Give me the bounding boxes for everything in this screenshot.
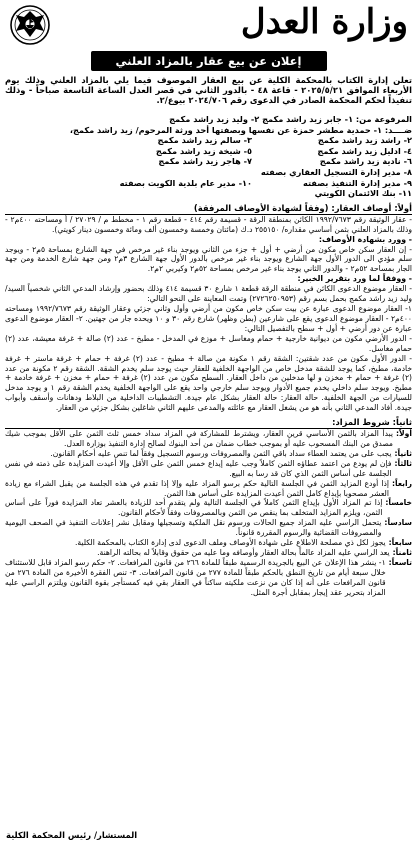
defendant-name: ٥- شيخة زيد راشد مكمج <box>155 145 252 156</box>
condition-text: يتحمل الراسي عليه المزاد جميع الحالات ورسوم نقل الملكية وتسجيلها ومقابل نشر إعلانات التنفيذ في الصحف اليومية والمصروفات القضائية والرسوم المقررة قانوناً. <box>5 518 382 538</box>
condition-item <box>5 449 412 459</box>
condition-item <box>5 498 412 518</box>
defendant-name: ٩- مدير إدارة التنفيذ بصفته <box>303 177 412 188</box>
property-paragraph: - الدور الأول مكون من عدد شقتين: الشقة رقم ١ مكونة من صالة + مطبخ - عدد (٢) غرفة + حمام + غرفة ماستر + غرفة خادمة، مطبخ، كما يوجد للشقة مدخل خاص من الواجهة الخلفية للعقار حيث يوجد سلم يخدم الشقة. الشقة رقم ٢ مكونة من عدد (٢) غرفة + حمام + مخزن و لها مدخلين من داخل العقار. السطح مكون من عدد (٢) غرفة + حمام + مخزن + غرفة خادمة + مطبخ. ويوجد سلم داخلي يخدم جميع الأدوار ويوجد سلم خارجي واحد يقع على الواجهة الخلفية يخدم الشقة رقم ١ و يوجد مدخل للسيارات من الجهة الخلفية. حالة العقار: حالة العقار بشكل عام جيدة. التشطيبات الداخلية من البلاط ودهانات وأسقف وأبواب جيدة. أفاد المدعي الثاني بأنه هو من يشغل العقار مع عائلته والمدعى عليهم الثاني شاغلين بشكل جزئي من العقار. <box>5 353 413 413</box>
condition-item <box>5 548 412 558</box>
section-heading-conditions: ثانياً: شروط المزاد: <box>5 417 412 429</box>
condition-number: ثانياً: <box>394 448 412 458</box>
defendants-row <box>5 156 412 167</box>
condition-item <box>5 538 412 548</box>
subheading: - وورد بشهادة الأوصاف: <box>318 234 412 244</box>
defendants-row <box>5 135 412 146</box>
conditions-list <box>5 429 412 597</box>
condition-number: سادساً: <box>384 518 412 528</box>
condition-number: رابعاً: <box>391 478 412 488</box>
condition-text: يعد الراسي عليه المزاد عالماً بحالة العقار وأوصافه وما عليه من حقوق وقابلاً له بحالته الراهنة. <box>97 547 390 557</box>
defendant-name: ٣- سالم زيد راشد مكمج <box>157 135 252 146</box>
condition-number: ثامناً: <box>392 547 412 557</box>
intro-paragraph: تعلن إدارة الكتاب بالمحكمة الكلية عن بيع العقار الموصوف فيما يلي بالمزاد العلني وذلك يوم الأربعاء الموافق ٢٠٢٥/٥/٢١ - قاعة ٤٨ - بالدور الثاني في قصر العدل الساعة التاسعة صباحاً - وذلك تنفيذاً لحكم المحكمة الصادر في الدعوى رقم ٢٠٢٤/٧٠٦ بيوع/٢. <box>5 75 412 106</box>
condition-item <box>5 459 412 479</box>
defendant-name: ١٠- مدير عام بلدية الكويت بصفته <box>119 177 252 188</box>
property-paragraph: - عقار الوثيقة رقم ١٩٩٢/٧٦٧٣ الكائن بمنطقة الرقة - قسيمة رقم ٤١٤ - قطعة رقم ١ - مخطط م / ٢٧٠٢٩ / أ ومساحته ٤٠٠م٢ - وذلك بالمزاد العلني بثمن أساسي مقداره/ ٢٥٥١٥٠ د.ك (مائتان وخمسة وخمسون ألف ومائة وخمسون دينار كويتي). <box>5 214 412 234</box>
condition-text: إذا تم المزاد الأول بإيداع الثمن كاملاً في الجلسة التالية ولم يتقدم أحد للزيادة بالعشر تعاد المزايدة فوراً على أساس الثمن، ويلزم المزايد المتخلف بما ينقص من الثمن وبالمصروفات وفقاً لأحكام القانون. <box>5 498 383 518</box>
condition-text: يبدأ المزاد بالثمن الأساسي قرين العقار، ويشترط للمشاركة في المزاد سداد خمس ثلث الثمن على الأقل بموجب شيك مصدق من البنك المسحوب عليه أو بموجب خطاب ضمان من أحد البنوك لصالح إدارة التنفيذ بوزارة العدل. <box>5 429 393 448</box>
defendant-name: ١١- بنك الائتمان الكويتي <box>314 188 412 199</box>
parties-block <box>5 114 412 199</box>
section-heading-description: أولاً: أوصاف العقار: (وفقاً لشهادة الأوصاف المرفقة) <box>5 203 412 215</box>
signature: المستشار/ رئيس المحكمة الكلية <box>6 830 138 840</box>
property-paragraph: - الدور الأرضي مكون من ديوانية خارجية + حمام ومغاسل + موزع في المدخل - مطبخ - عدد (٢) صالة + غرفة معيشة، عدد (٢) حمام مغاسل. <box>5 333 412 353</box>
state-emblem-icon <box>9 3 51 47</box>
defendant-name: ٤- ادليل زيد راشد مكمج <box>317 145 412 156</box>
property-paragraph: - العقار موضوع الدعوى الكائن في منطقة الرقة قطعة ١ شارع ٣٠ قسيمة ٤١٤ وذلك بحضور وإرشاد المدعي الثاني شخصياً السيد/ وليد زيد راشد مكمج بحمل بسم رقم (٢٧٢٦٢٥٠٩٥٣) وتمت المعاينة على النحو التالي: <box>5 284 412 304</box>
condition-text: ١- ينشر هذا الإعلان عن البيع بالجريدة الرسمية طبقاً للمادة ٢٦٦ من قانون المرافعات. ٢- حكم رسو المزاد قابل للاستئناف خلال سبعة أيام من تاريخ النطق بالحكم طبقاً للمادة ٢٧٧ من قانون المرافعات. ٣- تنص الفقرة الأخيرة من المادة ٢٧٦ من قانون المرافعات على أنه إذا كان من نزعت ملكيته ساكناً في العقار بقي فيه كمستأجر بقوة القانون ويلتزم الراسي عليه المزاد بتحرير عقد إيجار بمقابل أجرة المثل. <box>5 557 386 597</box>
property-paragraph: ١- العقار موضوع الدعوى عبارة عن بيت سكن خاص مكون من أرضي وأول وثاني جزئي وعقار الوثيقة رقم ١٩٩٢/٧٦٧٣ ومساحته ٤٠٠م٢ - العقار موضوع الدعوى يقع على شارعين (بطن وظهر) شارع رقم ٣٠ و ١٠ ويحده جار من جهتين. ٢- العقار موضوع الدعوى عبارة عن دور أرضي + أول + سطح بالتفصيل التالي: <box>5 304 412 333</box>
condition-number: تاسعاً: <box>388 557 412 567</box>
condition-number: ثالثاً: <box>394 458 412 468</box>
defendant-name: ٨- مدير إدارة التسجيل العقاري بصفته <box>260 166 412 177</box>
ministry-title: وزارة العدل <box>240 2 408 42</box>
condition-number: أولاً: <box>395 429 412 439</box>
announcement-banner: إعلان عن بيع عقار بالمزاد العلني <box>91 51 327 71</box>
defendant-name: ٧- هاجر زيد راشد مكمج <box>158 156 252 167</box>
condition-item <box>5 558 412 598</box>
condition-number: سابعاً: <box>388 538 412 548</box>
defendants-row <box>5 178 412 189</box>
defendant-name: ٢- راشد زيد راشد مكمج <box>317 135 412 146</box>
condition-item <box>5 479 412 499</box>
condition-text: فإن لم يودع من اعتمد عطاؤه الثمن كاملاً وجب عليه إيداع خمس الثمن على الأقل وإلا أعيدت المزايدة على ذمته في نفس الجلسة على أساس الثمن الذي كان قد رسا به البيع. <box>5 458 392 478</box>
defendants-line: ضــــد: ١- حمدية مطشر حمزة عن نفسها وبصفتها أحد ورثة المرحوم/ زيد راشد مكمج، <box>69 124 412 135</box>
property-paragraph: - إن العقار سكن خاص مكون من أرضي + أول + جزء من الثاني ويوجد بناء غير مرخص في جهة الشارع بمساحة ٥م٢ - ويوجد سلم مؤدي الى الدور الأول جهة الشارع ويوجد بناء غير مرخص بالدور الأول جهة الشارع ٣م٢ ومن جهة شارع الخدمة ومن جهة الجار بمساحة ٥٢م٢ - والدور الثاني يوجد بناء غير مرخص بمساحة ٥٢م٢ وكيربي ٢م٢. <box>5 244 413 274</box>
condition-item <box>5 429 412 449</box>
condition-text: إذا أودع المزايد الثمن في الجلسة التالية حكم برسو المزاد عليه وإلا إذا تقدم في هذه الجلسة من يقبل الشراء مع زيادة العشر مصحوبا بإيداع كامل الثمن أعيدت المزايدة على أساس هذا الثمن. <box>5 478 389 498</box>
condition-text: يجوز لكل ذي مصلحة الاطلاع على شهادة الأوصاف وملف الدعوى لدى إدارة الكتاب بالمحكمة الكلية. <box>74 538 386 548</box>
condition-number: خامساً: <box>385 498 412 508</box>
defendants-row <box>5 146 412 157</box>
condition-text: يجب على من يعتمد العطاء سداد باقي الثمن والمصروفات ورسوم التسجيل وفقاً لما تنص عليه أحكام القانون. <box>50 448 392 458</box>
condition-item <box>5 518 412 538</box>
plaintiffs-line: المرفوعة من: ١- جابر زيد راشد مكمج ٢- وليد زيد راشد مكمج <box>169 114 412 124</box>
header <box>5 3 412 49</box>
subheading: - ووفقاً لما ورد بتقرير الخبير: <box>297 274 412 284</box>
defendant-name: ٦- نادية زيد راشد مكمج <box>319 156 412 167</box>
